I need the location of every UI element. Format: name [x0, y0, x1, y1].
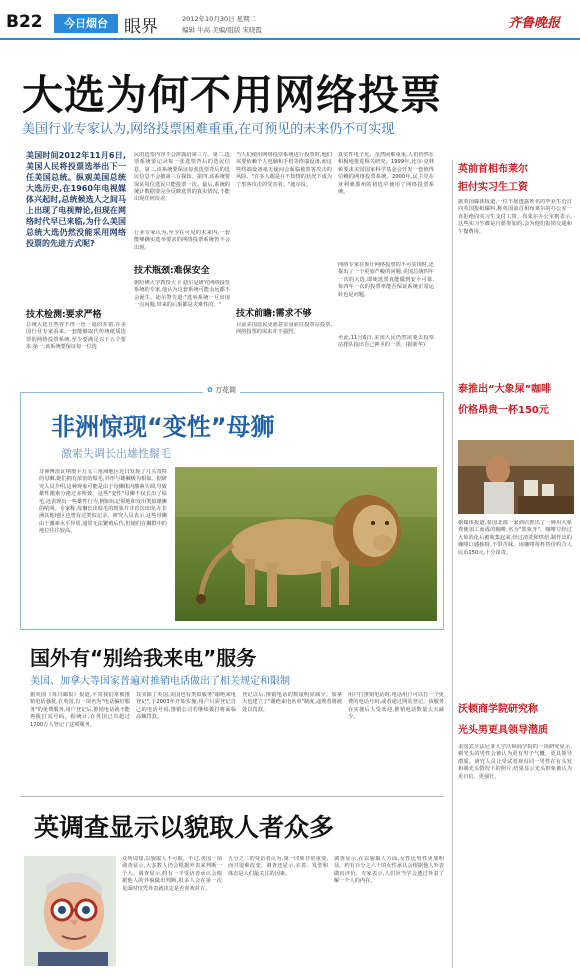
looks-headline: 英调查显示以貌取人者众多	[34, 813, 335, 842]
feature-box	[20, 386, 444, 630]
section-tag: 今日烟台	[54, 14, 118, 33]
sidebar-divider	[452, 160, 453, 968]
flower-icon: ✿	[207, 386, 213, 394]
feature-subhead: 激素失调长出雄性鬃毛	[61, 447, 171, 460]
lead-col-b-2: 目前美国选民更愿意亲身前往投票站投票,网络投票的需求并不强烈。	[236, 322, 332, 336]
sidebar-body-3: 美国宾夕法尼亚大学沃顿商学院的一项研究显示,剃光头的男性会被认为更有男子气概、更具领导潜质。研究人员让受试者观看同一男性在有头发和剃光头情况下的照片,结果显示光头形象被认为更自信、更强壮。	[458, 744, 572, 780]
looks-col-a: 众所周知,以貌取人不可取。不过,英国一项调查显示,大多数人仍会根据外表来判断一个人。调查显示,约有一半受访者承认会根据他人的外貌做出判断,很多人会在第一次见面时仅凭外表就决定是否喜欢对方。	[122, 856, 222, 892]
lead-col-a-2: 行业专家认为,至少在可见的未来内,一套能够确实选举要求的网络投票系统仍不会出现。	[134, 230, 230, 251]
feature-body: 非洲博茨瓦纳奥卡万戈三角洲地区近日发现了几头奇特的母狮,她们拥有浓密的鬃毛,外形与雄狮极为相似。据研究人员介绍,这种现象可能是由于母狮体内激素失调,导致雄性激素分泌过多所致。这些"变性"母狮不仅长出了鬃毛,还表现出一些雄性行为,例如标记领地和发出类似雄狮的吼叫。专家称,母狮长出鬃毛的现象并非首次出现,在非洲其他地区也曾有过类似记录。研究人员表示,这些母狮由于激素水平异常,通常无法繁殖后代,但她们在狮群中的地位往往较高。	[39, 469, 167, 535]
service-col-b: 其实除了英国,美国也有类似服务"谢绝来电登记",于2003年开始实施,用户只需登记自己的电话号码,推销公司若继续拨打将面临高额罚款。	[136, 692, 236, 721]
sidebar-title-1b: 拒付实习生工资	[458, 182, 528, 193]
subhead-tech-prospect: 技术前瞻:需求不够	[236, 309, 312, 319]
sidebar-item-1	[458, 160, 574, 347]
sidebar-title-3b: 光头男更具领导潜质	[458, 725, 548, 736]
feature-headline	[51, 407, 275, 442]
sidebar-title-2a: 泰推出“大象屎”咖啡	[458, 384, 552, 395]
service-headline: 国外有“别给我来电”服务	[30, 646, 257, 670]
issue-date: 2012年10月30日 星期二	[182, 15, 257, 23]
masthead	[0, 0, 580, 40]
service-col-c: 登记以后,推销电话的数量明显减少。加拿大也建立了"谢绝来电名单"制度,违规者将被处以罚款。	[242, 692, 342, 713]
sidebar-body-2: 据媒体报道,泰国北部一家酒店推出了一种用大象粪便加工而成的咖啡,名为"黑象牙"。咖啡豆经过大象消化后被收集起来,经过清洗和烘焙,制作出的咖啡口感独特,不带苦味。该咖啡每杯售价约合人民币150元,十分昂贵。	[458, 520, 572, 556]
lioness-illustration	[175, 467, 437, 621]
lioness-photo	[175, 467, 437, 621]
looks-col-b: 五分之三的受访者认为,第一印象非常重要,而且很难改变。调查还显示,衣着、发型和体态是人们最关注的因素。	[228, 856, 328, 877]
sidebar-title-2b: 价格昂贵一杯150元	[458, 405, 549, 416]
coffee-illustration	[458, 440, 574, 514]
service-col-a: 据英国《每日邮报》报道,平常我们常被推销电话骚扰,在英国,有一项名为"电话偏好服务"的免费服务,用户登记后,推销电话就不能再拨打其号码。据统计,在英国已有超过1700万人登记了这项服务。	[30, 692, 130, 728]
paper-logo: 齐鲁晚报	[508, 16, 561, 31]
sidebar-item-3	[458, 700, 574, 964]
subhead-tech-bottleneck: 技术瓶颈:难保安全	[134, 266, 210, 276]
page-number: B22	[6, 12, 43, 32]
lead-col-c-3: 至此,11月6日,美国人民仍然需要去投票站排队投出自己神圣的一票。(据新华)	[338, 335, 434, 349]
coffee-man-photo	[458, 440, 574, 514]
service-subhead: 美国、加拿大等国家普遍对推销电话做出了相关规定和限制	[30, 676, 290, 687]
feature-tag	[203, 385, 240, 395]
feature-headline-pre: 非洲惊现	[51, 413, 147, 441]
lead-intro: 美国时间2012年11月6日,美国人民将投票选举出下一任美国总统。纵观美国总统大选历史,在1960年电视媒体兴起时,总统候选人之间马上出现了电视辩论,但现在网络时代早已来临,为什么美国总统大选仍然没能采用网络投票的先进方式呢?	[26, 151, 126, 248]
editors-line: 编辑 牛高 美编/组版 宋晓霞	[182, 26, 262, 34]
sidebar-title-3a: 沃顿商学院研究称	[458, 704, 538, 715]
subhead-tech-check: 技术检测:要求严格	[26, 310, 102, 320]
sidebar-item-2	[458, 380, 574, 416]
lead-intro-continued: 总统大选自然容不得一丝一毫的差错,在美国行业专家看来,一套能够取代传统纸质选票的网络投票系统,至少要满足以下五个要求:第一,该系统要保证每一位选	[26, 322, 126, 351]
lead-col-c: 真实性电子化。虽然困难重重,人们仍然在积极地推进相关研究。1999年,比尔·克林顿要求美国国家科学基金会开发一套值得信赖的网络投票系统。2000年,民主党在亚利桑那州的初选中使用了网络投票系统。	[338, 152, 434, 196]
lead-col-a-3: 据哈佛大学教授大卫·迪尔是研究网络投票系统的专家,他认为这套系统可能永远都不会诞生。迪尔警告道:"选举系统一旦出现一点问题,带来的后果都是灾难性的。"	[134, 280, 230, 309]
feature-tag-label: 万花筒	[215, 386, 237, 394]
feature-headline-post: 母狮	[226, 413, 275, 441]
section-divider	[20, 796, 444, 797]
sidebar-title-1a: 英前首相布莱尔	[458, 164, 528, 175]
lead-col-a: 民的选票内容不会泄露给第三方。第二,选票系统要记录每一张选票背后的选民信息。第三,该系统要保证每张选票背后的选民信息不会被第三方探知。第四,该系统要保证每位选民只能投票一次。最后,系统的统计数据要完全反映选票的真实情况,不能出现任何误差。	[134, 152, 230, 203]
glasses-man-photo	[24, 856, 116, 966]
service-col-d: 用户打推销电话时,电话用户可以打一个免费的电话号码,或者通过网站登记。该服务在实施后大受欢迎,推销电话数量大大减少。	[348, 692, 444, 721]
section-name: 眼界	[124, 17, 158, 37]
man-with-glasses-illustration	[24, 856, 116, 966]
lead-headline: 大选为何不用网络投票	[22, 71, 442, 119]
feature-headline-quoted: “变性”	[147, 413, 227, 441]
lead-col-b: 当人们使用网络投票系统进行投票时,他们需要依赖个人电脑和手机等终端设备,而这些终端设备毫无疑问会面临被黑客攻击的风险。"许多人都是在不知情的状况下成为了黑客攻击的受害者。"迪尔说。	[236, 152, 332, 188]
lead-subhead: 美国行业专家认为,网络投票困难重重,在可预见的未来仍不可实现	[22, 122, 395, 137]
masthead-rule	[0, 38, 580, 40]
sidebar-body-1: 据英国媒体报道,一位不愿透露姓名的毕业生近日向英国报纸爆料,称英国前首相布莱尔的办公室一直拒绝向实习生支付工资。布莱尔办公室则表示,这些实习生都是自愿参加的,会为他们报销交通和午餐费用。	[458, 199, 572, 235]
lead-col-c-2: 网络专家在预计网络投票的不可实现时,还提出了一个更加严峻的问题:美国总统四年一次的大选,即使选票真能做到安全可靠,每四年一次的投票率能否保证系统正常运转也是问题。	[338, 262, 434, 298]
looks-col-c: 调查显示,在以貌取人方面,女性比男性更加明显。约有百分之六十的女性承认会根据他人外表做出评价。专家表示,人们应当学会透过外表了解一个人的内在。	[334, 856, 444, 885]
